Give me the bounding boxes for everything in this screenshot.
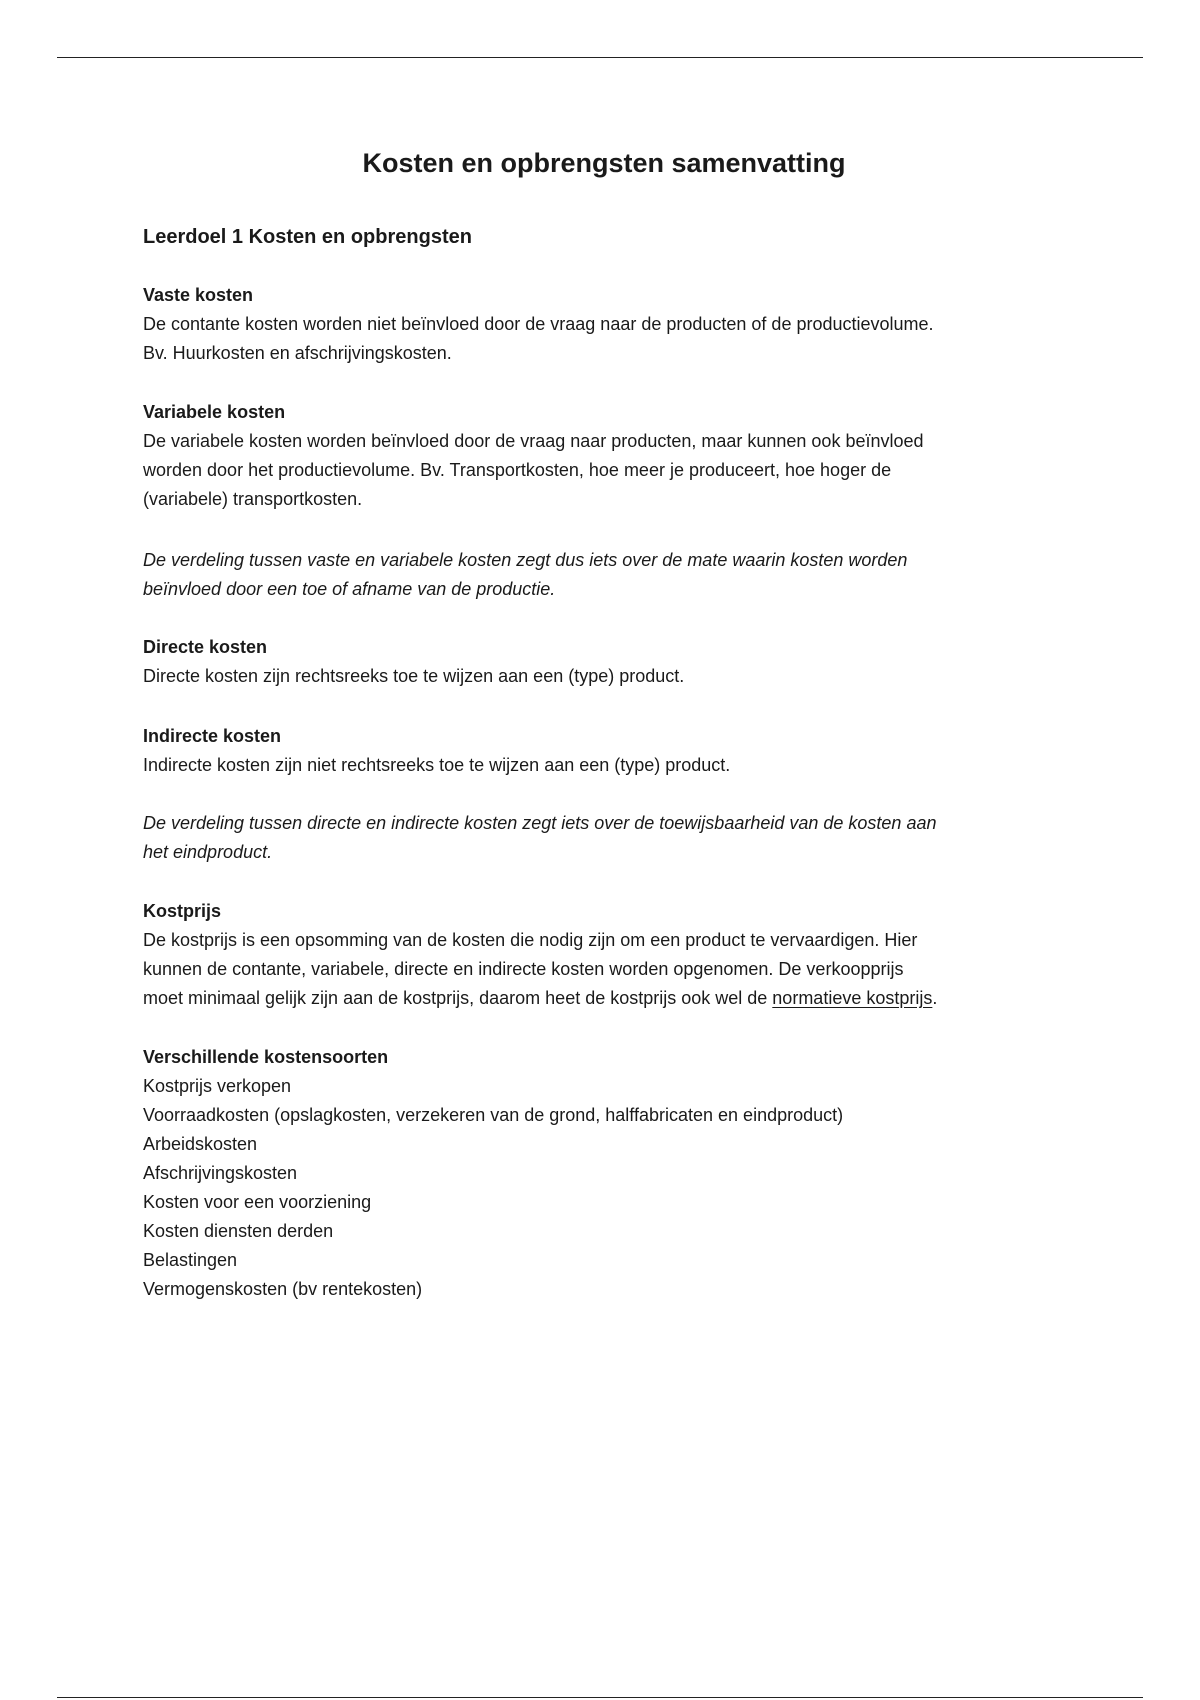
list-item: Kosten voor een voorziening xyxy=(143,1192,372,1212)
text-line: worden door het productievolume. Bv. Transportkosten, hoe meer je produceert, hoe hoger de xyxy=(143,460,892,480)
text-line: Indirecte kosten zijn niet rechtsreeks toe te wijzen aan een (type) product. xyxy=(143,755,731,775)
cost-types-list xyxy=(143,1072,1083,1304)
text-line: De kostprijs is een opsomming van de kosten die nodig zijn om een product te vervaardigen. Hier xyxy=(143,930,918,950)
text-line: De contante kosten worden niet beïnvloed door de vraag naar de producten of de productievolume. xyxy=(143,314,934,334)
list-item: Arbeidskosten xyxy=(143,1134,258,1154)
header-rule xyxy=(57,57,1143,58)
italic-note-line: het eindproduct. xyxy=(143,842,273,862)
section-heading: Indirecte kosten xyxy=(143,726,282,746)
section-heading: Directe kosten xyxy=(143,637,268,657)
list-item: Kosten diensten derden xyxy=(143,1221,334,1241)
document-title: Kosten en opbrengsten samenvatting xyxy=(362,148,846,178)
text-line xyxy=(143,984,1083,1013)
list-item: Belastingen xyxy=(143,1250,238,1270)
section-heading: Verschillende kostensoorten xyxy=(143,1047,389,1067)
text-line: (variabele) transportkosten. xyxy=(143,489,363,509)
italic-note-line: De verdeling tussen directe en indirecte kosten zegt iets over de toewijsbaarheid van de kosten aan xyxy=(143,813,937,833)
section-heading: Variabele kosten xyxy=(143,402,286,422)
italic-note-line: De verdeling tussen vaste en variabele kosten zegt dus iets over de mate waarin kosten worden xyxy=(143,550,908,570)
list-item: Kostprijs verkopen xyxy=(143,1076,292,1096)
list-item: Vermogenskosten (bv rentekosten) xyxy=(143,1279,423,1299)
text-line: De variabele kosten worden beïnvloed door de vraag naar producten, maar kunnen ook beïnvloed xyxy=(143,431,924,451)
section-kostensoorten xyxy=(143,1043,1083,1304)
end-punctuation: . xyxy=(932,988,938,1008)
text-line: Bv. Huurkosten en afschrijvingskosten. xyxy=(143,343,452,363)
list-item: Afschrijvingskosten xyxy=(143,1163,298,1183)
text-line: kunnen de contante, variabele, directe en indirecte kosten worden opgenomen. De verkoopprijs xyxy=(143,959,904,979)
section-heading: Vaste kosten xyxy=(143,285,254,305)
section-variabele-kosten xyxy=(143,398,1083,514)
section-directe-kosten xyxy=(143,633,1083,691)
text-line: Directe kosten zijn rechtsreeks toe te wijzen aan een (type) product. xyxy=(143,666,685,686)
note-direct-indirect xyxy=(143,809,1083,867)
italic-note-line: beïnvloed door een toe of afname van de productie. xyxy=(143,579,556,599)
chapter-heading: Leerdoel 1 Kosten en opbrengsten xyxy=(143,226,472,248)
underlined-term: normatieve kostprijs xyxy=(772,988,933,1008)
list-item: Voorraadkosten (opslagkosten, verzekeren van de grond, halffabricaten en eindproduct) xyxy=(143,1105,844,1125)
footer-rule xyxy=(57,1697,1143,1698)
section-indirecte-kosten xyxy=(143,722,1083,780)
note-vast-variabel xyxy=(143,546,1083,604)
text-run: moet minimaal gelijk zijn aan de kostprijs, daarom heet de kostprijs ook wel de xyxy=(143,988,773,1008)
section-vaste-kosten xyxy=(143,281,1083,368)
section-kostprijs xyxy=(143,897,1083,1013)
section-heading: Kostprijs xyxy=(143,901,222,921)
